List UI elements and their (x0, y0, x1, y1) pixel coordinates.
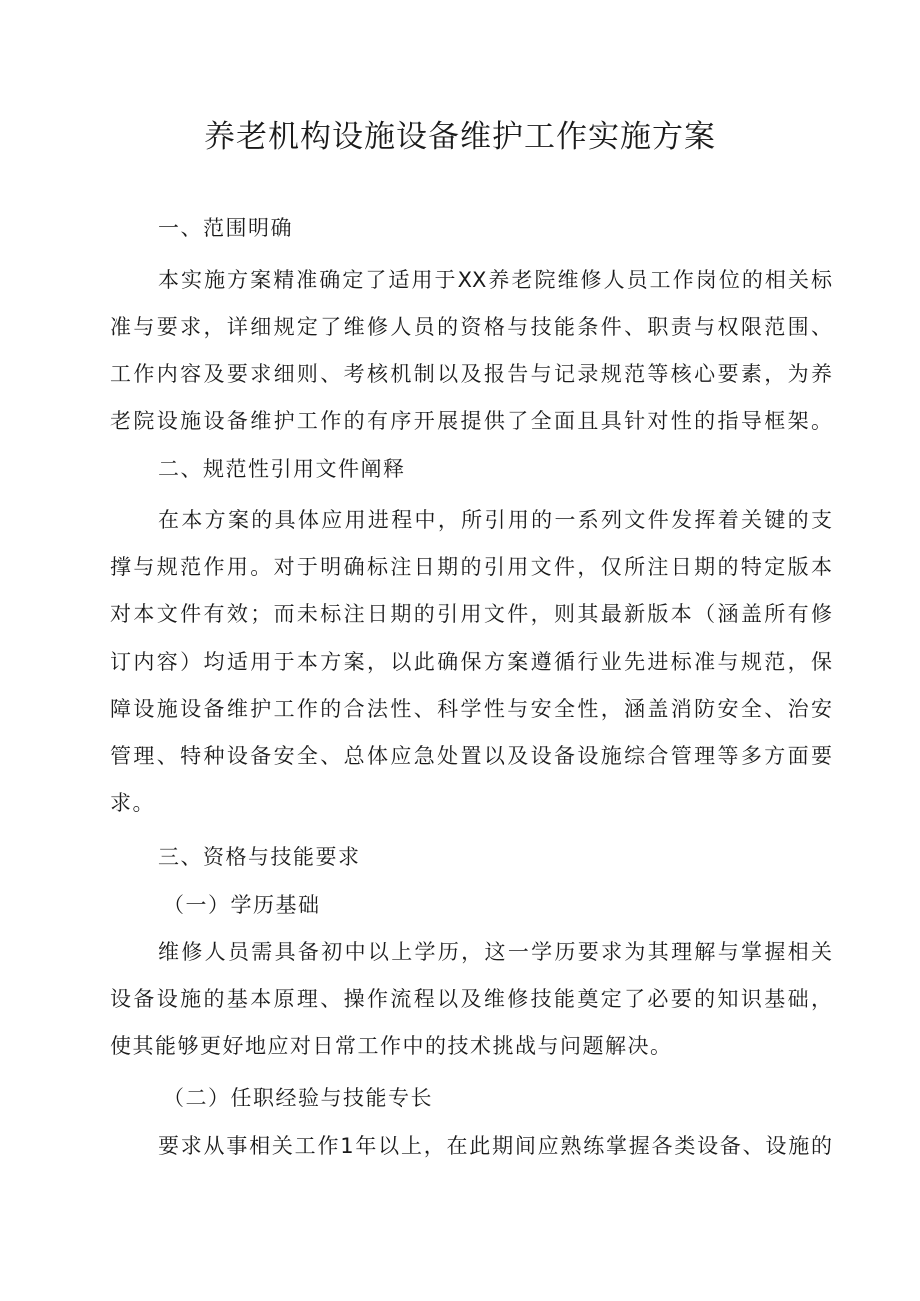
section-heading-references: 二、规范性引用文件阐释 (158, 457, 406, 481)
paragraph-line: 撑与规范作用。对于明确标注日期的引用文件，仅所注日期的特定版本 (110, 555, 832, 579)
paragraph-line: 管理、特种设备安全、总体应急处置以及设备设施综合管理等多方面要 (110, 744, 832, 768)
paragraph-line: 工作内容及要求细则、考核机制以及报告与记录规范等核心要素，为养 (110, 362, 832, 386)
paragraph-line: 使其能够更好地应对日常工作中的技术挑战与问题解决。 (110, 1034, 673, 1058)
section-heading-scope: 一、范围明确 (158, 216, 293, 240)
paragraph-line: 设备设施的基本原理、操作流程以及维修技能奠定了必要的知识基础， (110, 987, 832, 1011)
paragraph-line: 老院设施设备维护工作的有序开展提供了全面且具针对性的指导框架。 (110, 409, 832, 433)
subsection-heading-education: （一）学历基础 (163, 893, 321, 917)
subsection-heading-experience: （二）任职经验与技能专长 (163, 1086, 433, 1110)
paragraph-line: 维修人员需具备初中以上学历，这一学历要求为其理解与掌握相关 (158, 940, 832, 964)
paragraph-line: 求。 (110, 791, 155, 815)
paragraph-line: 对本文件有效；而未标注日期的引用文件，则其最新版本（涵盖所有修 (110, 602, 832, 626)
paragraph-line: 订内容）均适用于本方案，以此确保方案遵循行业先进标准与规范，保 (110, 650, 832, 674)
paragraph-line: 本实施方案精准确定了适用于XX养老院维修人员工作岗位的相关标 (158, 268, 832, 292)
section-heading-qualifications: 三、资格与技能要求 (158, 845, 361, 869)
document-title: 养老机构设施设备维护工作实施方案 (204, 119, 716, 155)
paragraph-line: 障设施设备维护工作的合法性、科学性与安全性，涵盖消防安全、治安 (110, 697, 832, 721)
paragraph-line: 在本方案的具体应用进程中，所引用的一系列文件发挥着关键的支 (158, 508, 832, 532)
paragraph-line: 要求从事相关工作1年以上，在此期间应熟练掌握各类设备、设施的 (158, 1134, 832, 1158)
paragraph-line: 准与要求，详细规定了维修人员的资格与技能条件、职责与权限范围、 (110, 315, 832, 339)
